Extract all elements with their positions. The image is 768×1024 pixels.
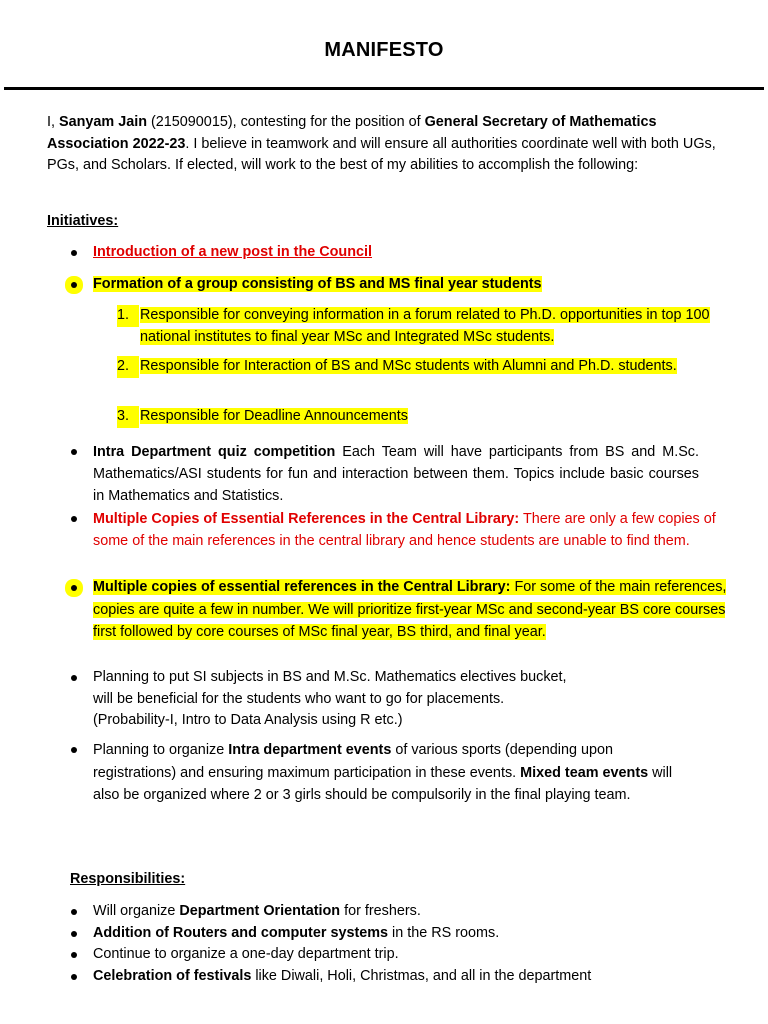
sub-item-number: 3. [117, 406, 139, 428]
bullet-icon [71, 250, 77, 256]
responsibility-festivals: Celebration of festivals like Diwali, Holi, Christmas, and all in the department [93, 968, 592, 984]
bullet-icon [71, 449, 77, 455]
bullet-icon [71, 675, 77, 681]
bullet-icon [71, 952, 77, 958]
sub-item-phd-forum: Responsible for conveying information in a forum related to Ph.D. opportunities in top 100 national institutes to final year MSc and Integrated MSc students. [140, 307, 710, 345]
intro-text-2: (215090015), contesting for the position of [147, 114, 425, 130]
initiative-new-post: Introduction of a new post in the Council [93, 244, 373, 260]
initiative-quiz: Intra Department quiz competition Each Team will have participants from BS and M.Sc. Mathematics/ASI students for fun and interaction between them. Topics include basic courses in Mathematics and Statistics. [93, 444, 699, 504]
responsibility-trip: Continue to organize a one-day department trip. [93, 946, 399, 962]
bullet-icon [71, 974, 77, 980]
sub-item-alumni-interaction: Responsible for Interaction of BS and MSc students with Alumni and Ph.D. students. [140, 358, 677, 374]
intro-paragraph [47, 112, 727, 177]
bullet-icon [71, 931, 77, 937]
responsibility-routers: Addition of Routers and computer systems in the RS rooms. [93, 925, 500, 941]
bullet-icon [71, 516, 77, 522]
title-divider [4, 87, 764, 90]
candidate-position: General Secretary of Mathematics Association 2022-23 [47, 114, 657, 152]
bullet-icon [71, 747, 77, 753]
bullet-icon [71, 909, 77, 915]
responsibility-orientation: Will organize Department Orientation for freshers. [93, 903, 421, 919]
bullet-icon [71, 585, 77, 591]
responsibilities-heading: Responsibilities: [70, 871, 186, 887]
bullet-icon [71, 282, 77, 288]
initiatives-heading: Initiatives: [47, 213, 119, 229]
initiative-group-formation: Formation of a group consisting of BS and MS final year students [93, 276, 542, 292]
sub-item-deadlines: Responsible for Deadline Announcements [140, 408, 408, 424]
initiative-sports-events: Planning to organize Intra department events of various sports (depending upon registrations) and ensuring maximum participation in these events. Mixed team events will also be organized where 2 or 3 girls should be compulsorily in the final playing team. [93, 742, 673, 803]
initiative-library-copies: Multiple Copies of Essential References in the Central Library: There are only a few copies of some of the main references in the central library and hence students are unable to find them. [93, 511, 716, 549]
sub-item-number: 2. [117, 356, 139, 378]
initiative-si-subjects: Planning to put SI subjects in BS and M.Sc. Mathematics electives bucket, will be beneficial for the students who want to go for placements. (Probability-I, Intro to Data Analysis using R etc.) [93, 669, 567, 728]
intro-text-3: . I believe in teamwork and will ensure all authorities coordinate well with both UGs, PGs, and Scholars. If elected, will work to the best of my abilities to accomplish the following: [47, 135, 716, 173]
candidate-name: Sanyam Jain [59, 114, 147, 130]
intro-text-1: I, [47, 114, 59, 130]
page-title: MANIFESTO [324, 39, 444, 61]
sub-item-number: 1. [117, 305, 139, 327]
initiative-library-references: Multiple copies of essential references in the Central Library: For some of the main references, copies are quite a few in number. We will prioritize first-year MSc and second-year BS core courses first followed by core courses of MSc final year, BS third, and final year. [93, 579, 727, 640]
